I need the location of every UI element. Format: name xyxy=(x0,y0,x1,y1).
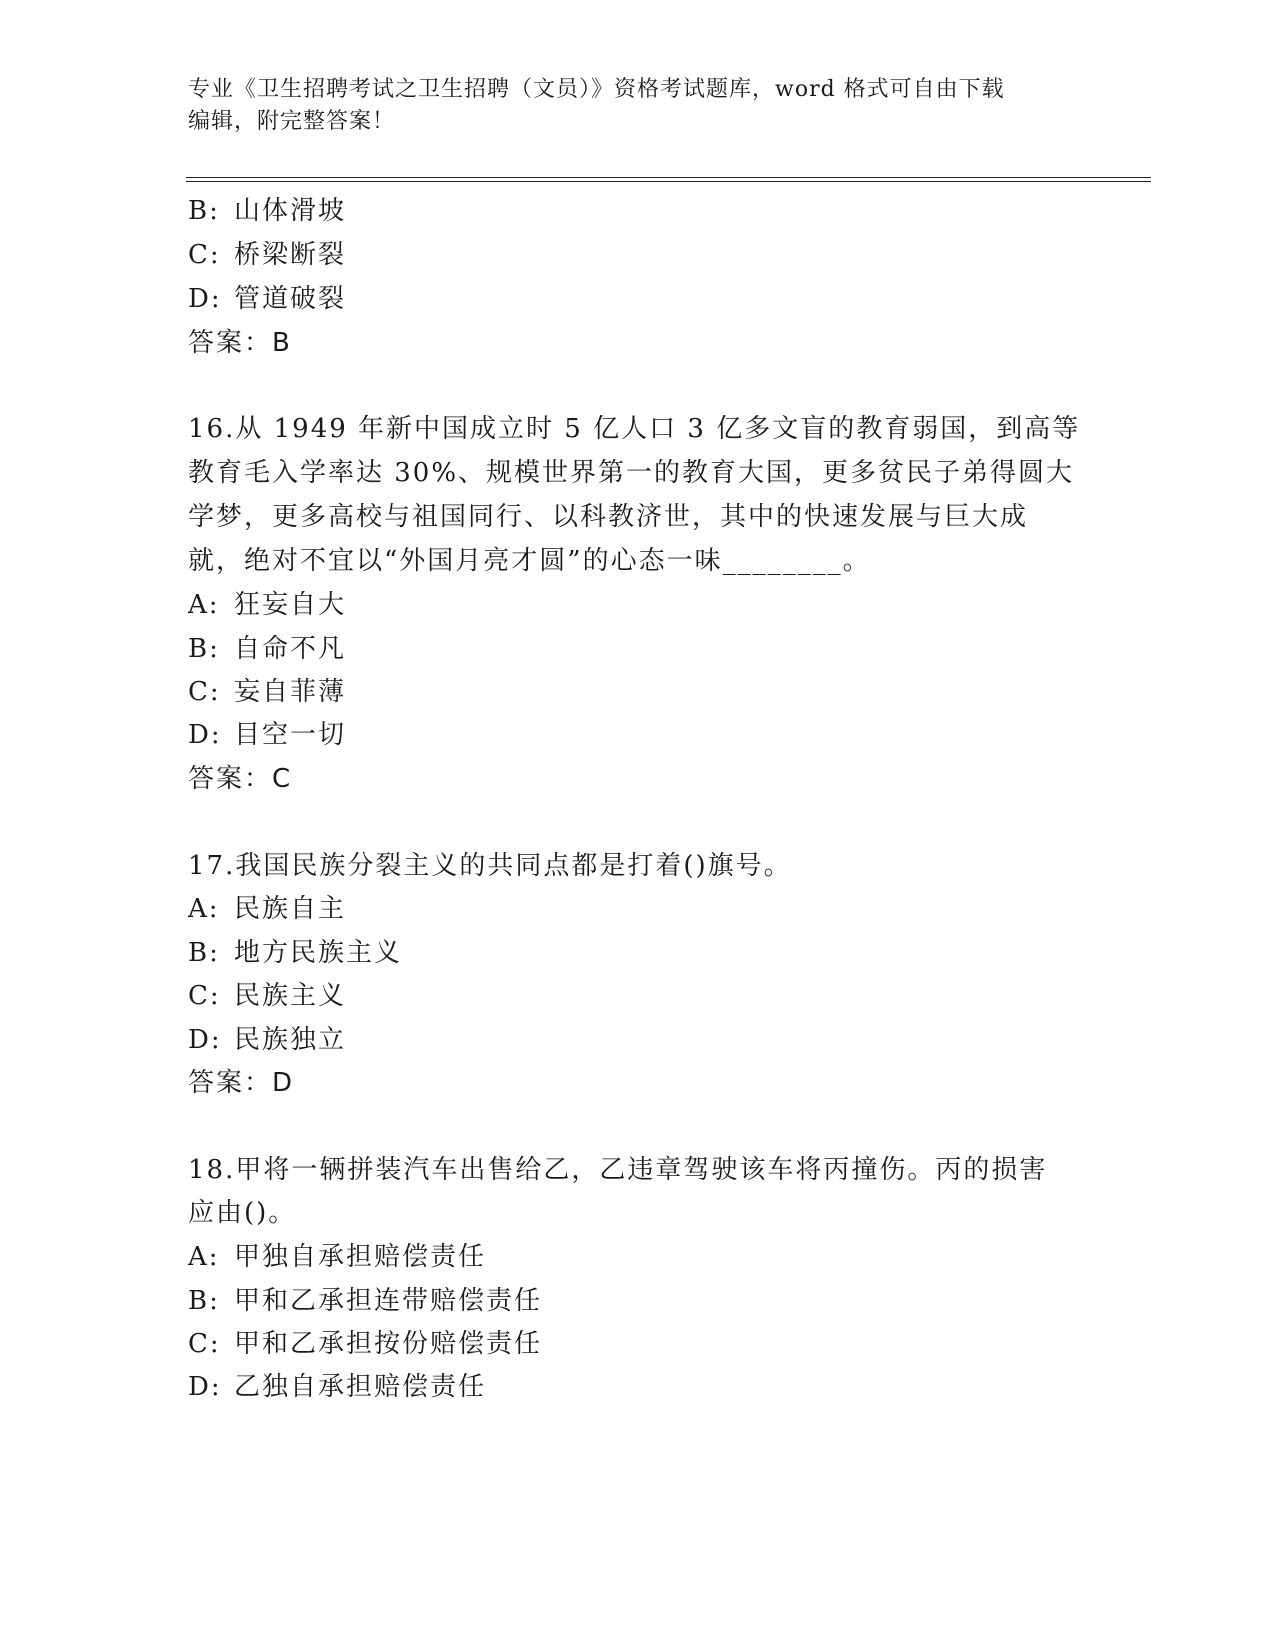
q18-option-d xyxy=(188,1366,486,1403)
q17-option-a xyxy=(188,888,346,925)
question-17-line-1: 17.我国民族分裂主义的共同点都是打着()旗号。 xyxy=(188,851,792,881)
option-text: 民族主义 xyxy=(234,981,347,1011)
document-header xyxy=(188,74,1088,138)
question-16-line-4: 就，绝对不宜以“外国月亮才圆”的心态一味________。 xyxy=(188,546,871,576)
option-text: 地方民族主义 xyxy=(234,938,403,968)
option-letter: D: xyxy=(188,1372,222,1402)
header-divider-top xyxy=(186,177,1151,178)
q17-option-c xyxy=(188,975,346,1012)
option-text: 桥梁断裂 xyxy=(234,240,347,270)
option-text: 管道破裂 xyxy=(234,284,347,314)
question-16-line-2: 教育毛入学率达 30%、规模世界第一的教育大国，更多贫民子弟得圆大 xyxy=(188,458,1075,488)
q18-option-b xyxy=(188,1280,542,1317)
q17-option-d xyxy=(188,1019,346,1056)
option-text: 妄自菲薄 xyxy=(234,677,347,707)
option-text: 民族独立 xyxy=(234,1025,347,1055)
option-letter: C: xyxy=(188,1329,221,1359)
option-letter: B: xyxy=(188,1286,220,1316)
q18-option-a xyxy=(188,1236,486,1273)
option-letter: C: xyxy=(188,240,221,270)
option-text: 乙独自承担赔偿责任 xyxy=(234,1372,487,1402)
q16-option-c xyxy=(188,671,346,708)
option-letter: D: xyxy=(188,1025,222,1055)
option-letter: B: xyxy=(188,938,220,968)
answer-prev: 答案：B xyxy=(188,328,292,358)
q16-option-b xyxy=(188,628,346,665)
option-letter: D: xyxy=(188,720,222,750)
header-divider-bottom xyxy=(186,181,1151,182)
option-letter: C: xyxy=(188,981,221,1011)
option-text: 狂妄自大 xyxy=(234,590,347,620)
option-letter: A: xyxy=(188,590,220,620)
q17-option-b xyxy=(188,932,402,969)
option-letter: C: xyxy=(188,677,221,707)
option-letter: D: xyxy=(188,284,222,314)
question-16-line-1: 16.从 1949 年新中国成立时 5 亿人口 3 亿多文盲的教育弱国，到高等 xyxy=(188,414,1081,444)
option-c xyxy=(188,234,346,271)
question-16-line-3: 学梦，更多高校与祖国同行、以科教济世，其中的快速发展与巨大成 xyxy=(188,502,1029,532)
option-b xyxy=(188,190,346,227)
option-letter: B: xyxy=(188,634,220,664)
q18-option-c xyxy=(188,1323,542,1360)
header-line-2: 编辑，附完整答案！ xyxy=(188,109,396,134)
answer-q16: 答案：C xyxy=(188,764,293,794)
option-text: 山体滑坡 xyxy=(234,196,347,226)
header-line-1: 专业《卫生招聘考试之卫生招聘（文员）》资格考试题库，word 格式可自由下载 xyxy=(188,77,1005,102)
option-text: 目空一切 xyxy=(234,720,347,750)
question-18-line-1: 18.甲将一辆拼装汽车出售给乙，乙违章驾驶该车将丙撞伤。丙的损害 xyxy=(188,1155,1048,1185)
option-d xyxy=(188,278,346,315)
option-text: 自命不凡 xyxy=(234,634,347,664)
option-text: 甲和乙承担连带赔偿责任 xyxy=(234,1286,543,1316)
q16-option-d xyxy=(188,714,346,751)
option-text: 民族自主 xyxy=(234,894,347,924)
answer-q17: 答案：D xyxy=(188,1068,295,1098)
option-letter: A: xyxy=(188,1242,220,1272)
option-text: 甲独自承担赔偿责任 xyxy=(234,1242,487,1272)
q16-option-a xyxy=(188,584,346,621)
option-letter: B: xyxy=(188,196,220,226)
option-letter: A: xyxy=(188,894,220,924)
option-text: 甲和乙承担按份赔偿责任 xyxy=(234,1329,543,1359)
question-18-line-2: 应由()。 xyxy=(188,1198,297,1228)
